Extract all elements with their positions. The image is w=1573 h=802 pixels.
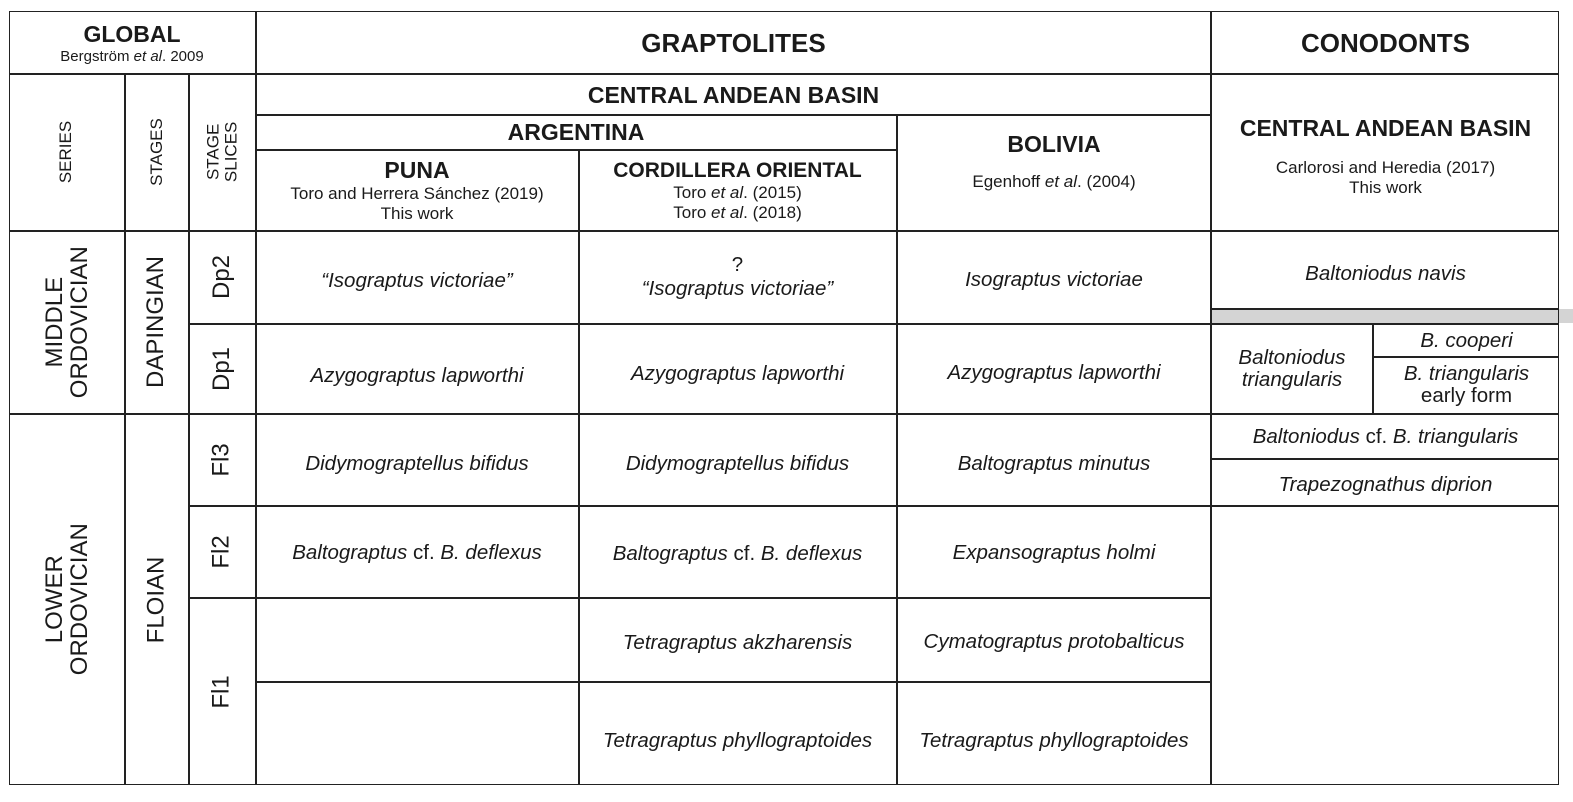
fl2-bolivia: Expansograptus holmi: [952, 541, 1156, 564]
stage-slices-l1: STAGE: [203, 123, 223, 181]
fl3-cordillera: Didymograptellus bifidus: [625, 452, 850, 475]
slice-fl1-text: Fl1: [208, 674, 235, 709]
stages-label: [125, 74, 188, 230]
puna-ref-2: This work: [380, 204, 454, 223]
fl3-conodont-b: Trapezognathus diprion: [1278, 473, 1493, 496]
fl2-cord-species: B. deflexus: [760, 542, 863, 565]
bolivia-ref-author: Egenhoff: [972, 172, 1045, 191]
slice-dp1-text: Dp1: [208, 346, 235, 391]
stage-dapingian: [125, 231, 188, 413]
puna-title: PUNA: [384, 157, 450, 183]
fl2-puna-genus: Baltograptus: [292, 541, 408, 564]
fl3-cond-a-genus: Baltoniodus: [1252, 425, 1360, 448]
slice-fl3: [189, 414, 255, 505]
dp2-cordillera: [579, 231, 896, 323]
fl3-cond-a-species: B. triangularis: [1392, 425, 1519, 448]
stage-dapingian-text: DAPINGIAN: [142, 255, 170, 389]
fl3-cond-a-cf: cf.: [1359, 425, 1393, 448]
bolivia-reference: [972, 172, 1135, 192]
slice-fl1: [189, 598, 255, 785]
series-lower-l1: LOWER: [40, 555, 68, 644]
fl2-cord-genus: Baltograptus: [612, 542, 728, 565]
cordillera-ref-1: [673, 183, 802, 203]
cord-ref1-author: Toro: [673, 182, 712, 202]
slice-dp2: [189, 231, 255, 323]
fl2-cord-cf: cf.: [727, 542, 761, 565]
fl2-puna-cf: cf.: [407, 541, 441, 564]
dp2-cordillera-taxon: “Isograptus victoriae”: [641, 277, 834, 300]
dp2-cordillera-query: ?: [731, 253, 744, 276]
stage-slices-label-text: [204, 122, 240, 182]
cordillera-ref-2: [673, 203, 802, 223]
global-ref-authors: Bergström: [60, 48, 134, 65]
conodont-ref-2: This work: [1349, 178, 1422, 197]
cord-ref1-etal: et al: [711, 182, 744, 202]
fl1b-cordillera: Tetragraptus phyllograptoides: [602, 729, 873, 752]
stage-floian: [125, 414, 188, 785]
cord-ref2-etal: et al: [711, 202, 744, 222]
series-lower-l2: ORDOVICIAN: [65, 523, 93, 676]
conodont-ref-1: Carlorosi and Heredia (2017): [1275, 158, 1496, 177]
conodont-basin-header: [1212, 75, 1559, 230]
series-label: [9, 74, 124, 230]
fl1a-cordillera: Tetragraptus akzharensis: [622, 631, 853, 654]
stage-slices-label: [189, 74, 255, 230]
graptolites-header: GRAPTOLITES: [641, 27, 826, 58]
fl3-bolivia: Baltograptus minutus: [957, 452, 1151, 475]
slice-fl2: [189, 506, 255, 597]
slice-fl2-text: Fl2: [208, 534, 235, 569]
dp2-puna: “Isograptus victoriae”: [321, 269, 513, 292]
fl2-cordillera-text: [613, 542, 863, 566]
fl2-puna-species: B. deflexus: [440, 541, 542, 564]
series-lower-ordovician: [9, 414, 124, 785]
fl3-conodont-a: [1212, 414, 1559, 460]
fl2-cordillera: [579, 506, 896, 602]
fl3-conodont-a-text: [1253, 425, 1519, 449]
fl2-puna: [256, 506, 578, 600]
argentina-header: ARGENTINA: [507, 118, 645, 145]
dp2-conodont: Baltoniodus navis: [1305, 262, 1466, 285]
bolivia-title: BOLIVIA: [1007, 131, 1101, 157]
global-ref-etal: et al: [133, 48, 162, 65]
series-lower-text: [41, 523, 91, 675]
slice-dp1: [189, 324, 255, 413]
cord-ref2-author: Toro: [673, 202, 712, 222]
fl1b-bolivia: Tetragraptus phyllograptoides: [919, 729, 1189, 752]
dp1-bolivia: Azygograptus lapworthi: [947, 361, 1161, 384]
dp1-cooperi: B. cooperi: [1420, 329, 1513, 352]
cord-ref1-year: . (2015): [743, 182, 802, 202]
series-label-text: SERIES: [56, 120, 76, 184]
bolivia-ref-year: . (2004): [1077, 172, 1136, 191]
fl1a-bolivia: Cymatograptus protobalticus: [923, 630, 1185, 653]
slice-fl3-text: Fl3: [208, 442, 235, 477]
bolivia-ref-etal: et al: [1044, 172, 1078, 191]
stages-label-text: STAGES: [146, 118, 166, 186]
puna-header: [256, 151, 578, 230]
global-reference: [60, 48, 203, 65]
conodonts-header: CONODONTS: [1301, 27, 1470, 58]
global-header: [9, 13, 255, 73]
conodont-basin-title: CENTRAL ANDEAN BASIN: [1239, 115, 1532, 141]
cordillera-title: CORDILLERA ORIENTAL: [613, 158, 862, 182]
global-title: GLOBAL: [83, 21, 181, 47]
series-middle-ordovician: [9, 231, 124, 413]
cordillera-header: [579, 151, 896, 230]
dp1-tri-early-l2: early form: [1420, 384, 1513, 407]
cord-ref2-year: . (2018): [743, 202, 802, 222]
dp1-tri-early-l1: B. triangularis: [1403, 362, 1530, 386]
dp1-puna: Azygograptus lapworthi: [310, 364, 524, 387]
central-andean-basin-header: CENTRAL ANDEAN BASIN: [587, 81, 880, 108]
stage-slices-l2: SLICES: [220, 121, 240, 183]
series-middle-text: [41, 246, 91, 398]
puna-ref-1: Toro and Herrera Sánchez (2019): [290, 184, 544, 203]
dp1-conodont-zone: [1212, 324, 1372, 413]
dp1-cordillera: Azygograptus lapworthi: [630, 362, 845, 385]
bolivia-header: [897, 115, 1211, 230]
dp1-conodont-l2: triangularis: [1241, 367, 1343, 391]
dp2-bolivia: Isograptus victoriae: [965, 268, 1143, 291]
stage-floian-text: FLOIAN: [142, 556, 170, 643]
fl2-puna-text: [292, 541, 542, 565]
dp1-triangularis-early: [1374, 357, 1559, 413]
fl3-puna: Didymograptellus bifidus: [305, 452, 529, 475]
global-ref-year: . 2009: [162, 48, 204, 65]
series-middle-l1: MIDDLE: [40, 276, 68, 368]
dp1-conodont-l1: Baltoniodus: [1238, 345, 1346, 369]
series-middle-l2: ORDOVICIAN: [65, 245, 93, 399]
slice-dp2-text: Dp2: [208, 254, 235, 300]
